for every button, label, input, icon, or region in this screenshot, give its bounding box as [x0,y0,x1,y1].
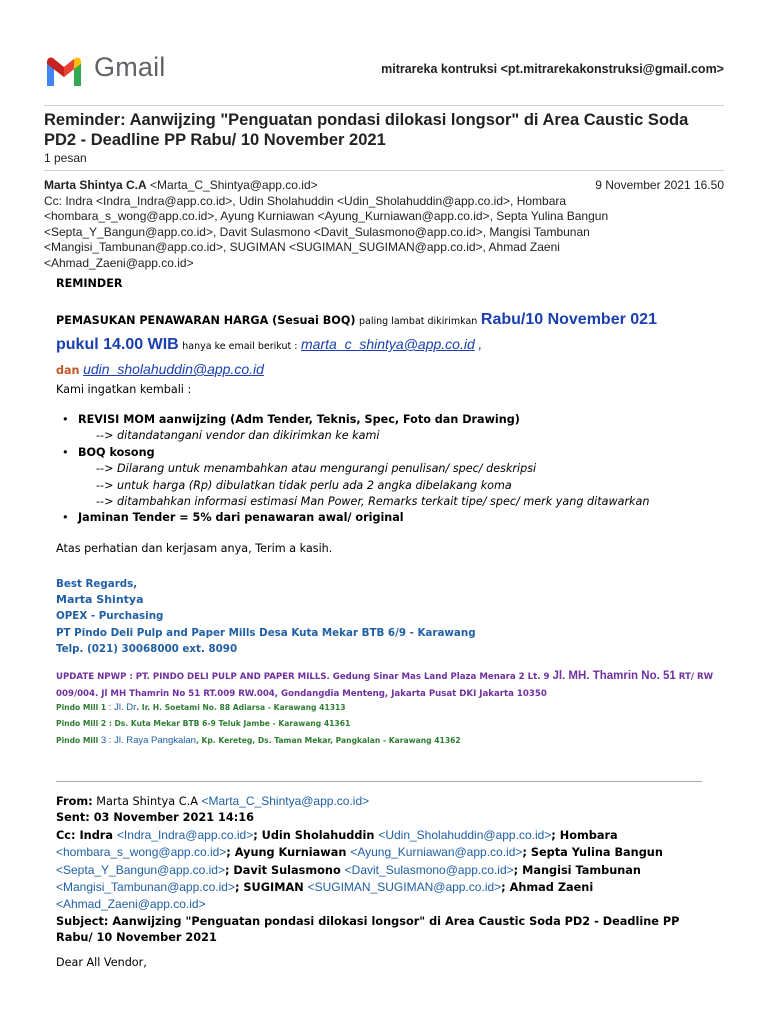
message-date: 9 November 2021 16.50 [595,178,724,192]
email-link[interactable]: <Udin_Sholahuddin@app.co.id> [378,827,552,842]
signature [56,576,476,657]
reminder-list [56,412,736,527]
email-link[interactable]: <Marta_C_Shintya@app.co.id> [201,794,370,808]
list-item: • REVISI MOM aanwijzing (Adm Tender, Teknis, Spec, Foto dan Drawing) [62,413,520,426]
email-link[interactable]: <Mangisi_Tambunan@app.co.id> [56,880,235,895]
reminder-heading: REMINDER [56,277,123,290]
list-item-note: --> ditandatangani vendor dan dikirimkan ke kami [96,429,380,443]
sender-email: <Marta_C_Shintya@app.co.id> [150,178,318,192]
deadline-paragraph [56,309,746,382]
email-link[interactable]: <Ahmad_Zaeni@app.co.id> [56,897,206,912]
email-link[interactable]: <SUGIMAN_SUGIMAN@app.co.id> [307,880,502,895]
deadline-time: pukul 14.00 WIB [56,336,179,353]
app-name: Gmail [94,52,166,82]
account-label: mitrareka kontruksi <pt.mitrarekakonstruksi@gmail.com> [381,62,724,76]
list-item-note: --> Dilarang untuk menambahkan atau mengurangi penulisan/ spec/ deskripsi [96,462,537,476]
list-item-title: REVISI MOM aanwijzing (Adm Tender, Teknis, Spec, Foto dan Drawing) [78,413,520,426]
comma: , [478,336,483,352]
email-instruction: hanya ke email berikut : [182,341,298,352]
email-link[interactable]: <Davit_Sulasmono@app.co.id> [344,862,514,877]
divider [56,781,702,782]
gmail-logo-icon [44,56,84,86]
message-count: 1 pesan [44,151,87,165]
email-link[interactable]: <Indra_Indra@app.co.id> [116,827,254,842]
mill-address: Pindo Mill 2 : Ds. Kuta Mekar BTB 6-9 Teluk Jambe - Karawang 41361 [56,719,351,728]
email-link[interactable]: <Septa_Y_Bangun@app.co.id> [56,862,225,877]
email-link-marta[interactable]: marta_c_shintya@app.co.id [301,336,475,352]
list-item-note: --> ditambahkan informasi estimasi Man Power, Remarks terkait tipe/ spec/ merk yang ditawarkan [96,495,650,509]
message-header [44,178,724,272]
mill-address: Pindo Mill 3 : Jl. Raya Pangkalan, Kp. Kereteg, Ds. Taman Mekar, Pangkalan - Karawang 41362 [56,735,461,746]
greeting: Dear All Vendor, [56,956,147,969]
dan-label: dan [56,364,80,377]
closing-thanks: Atas perhatian dan kerjasam anya, Terim a kasih. [56,542,333,555]
pemasukan-note: paling lambat dikirimkan [359,316,478,327]
email-link[interactable]: <Ayung_Kurniawan@app.co.id> [350,845,523,860]
cc-line: <Septa_Y_Bangun@app.co.id>, Davit Sulasmono <Davit_Sulasmono@app.co.id>, Mangisi Tambunan [44,224,590,239]
cc-line: <Mangisi_Tambunan@app.co.id>, SUGIMAN <SUGIMAN_SUGIMAN@app.co.id>, Ahmad Zaeni [44,240,560,255]
cc-line: <hombara_s_wong@app.co.id>, Ayung Kurniawan <Ayung_Kurniawan@app.co.id>, Septa Yulina Bangun [44,209,609,224]
list-item-title: Jaminan Tender = 5% dari penawaran awal/ original [78,511,404,525]
thread-subject: Reminder: Aanwijzing "Penguatan pondasi dilokasi longsor" di Area Caustic Soda PD2 - Deadline PP Rabu/ 10 November 2021 [44,111,689,149]
signature-dept: OPEX - Purchasing [56,610,164,623]
signature-name: Marta Shintya [56,593,144,607]
divider [44,170,724,171]
mill-address: Pindo Mill 1 : Jl. Dr. Ir. H. Soetami No. 88 Adiarsa - Karawang 41313 [56,702,346,713]
list-item-note: --> untuk harga (Rp) dibulatkan tidak perlu ada 2 angka dibelakang koma [96,478,512,492]
list-item: • Jaminan Tender = 5% dari penawaran awal/ original [62,511,404,525]
npwp-update: UPDATE NPWP : PT. PINDO DELI PULP AND PAPER MILLS. Gedung Sinar Mas Land Plaza Menara 2 Lt. 9 Jl. MH. Thamrin No. 51 RT/ RW 009/004. Jl MH Thamrin No 51 RT.009 RW.004, Gondangdia Menteng, Jakarta Pusat DKI Jakarta 10350 [56,670,714,699]
list-item-title: BOQ kosong [78,445,155,459]
sender-name: Marta Shintya C.A [44,178,147,192]
email-link[interactable]: <hombara_s_wong@app.co.id> [56,845,227,860]
signature-company: PT Pindo Deli Pulp and Paper Mills Desa Kuta Mekar BTB 6/9 - Karawang [56,626,476,639]
cc-line: <Ahmad_Zaeni@app.co.id> [44,255,194,270]
signature-phone: Telp. (021) 30068000 ext. 8090 [56,642,238,655]
reminder-intro: Kami ingatkan kembali : [56,383,192,396]
divider [44,105,724,106]
list-item: • BOQ kosong [62,445,155,459]
pemasukan-label: PEMASUKAN PENAWARAN HARGA (Sesuai BOQ) [56,314,356,327]
cc-line: Cc: Indra <Indra_Indra@app.co.id>, Udin Sholahuddin <Udin_Sholahuddin@app.co.id>, Hombara [44,193,567,208]
email-link-udin[interactable]: udin_sholahuddin@app.co.id [83,361,264,377]
forwarded-header: From: Marta Shintya C.A <Marta_C_Shintya@app.co.id> Sent: 03 November 2021 14:16 Cc: Indra <Indra_Indra@app.co.id>; Udin Sholahuddin <Udin_Sholahuddin@app.co.id>; Hombara <hombara_s_wong@app.co.id>; Ayung Kurniawan <Ayung_Kurniawan@app.co.id>; Septa Yulina Bangun <Septa_Y_Bangun@app.co.id>; Davit Sulasmono <Davit_Sulasmono@app.co.id>; Mangisi Tambunan <Mangisi_Tambunan@app.co.id>; SUGIMAN <SUGIMAN_SUGIMAN@app.co.id>; Ahmad Zaeni <Ahmad_Zaeni@app.co.id> Subject: Aanwijzing "Penguatan pondasi dilokasi longsor" di Area Caustic Soda PD2 - Deadline PP Rabu/ 10 November 2021 [56,794,680,945]
signature-regards: Best Regards, [56,578,138,590]
deadline-date: Rabu/10 November 021 [480,311,657,328]
